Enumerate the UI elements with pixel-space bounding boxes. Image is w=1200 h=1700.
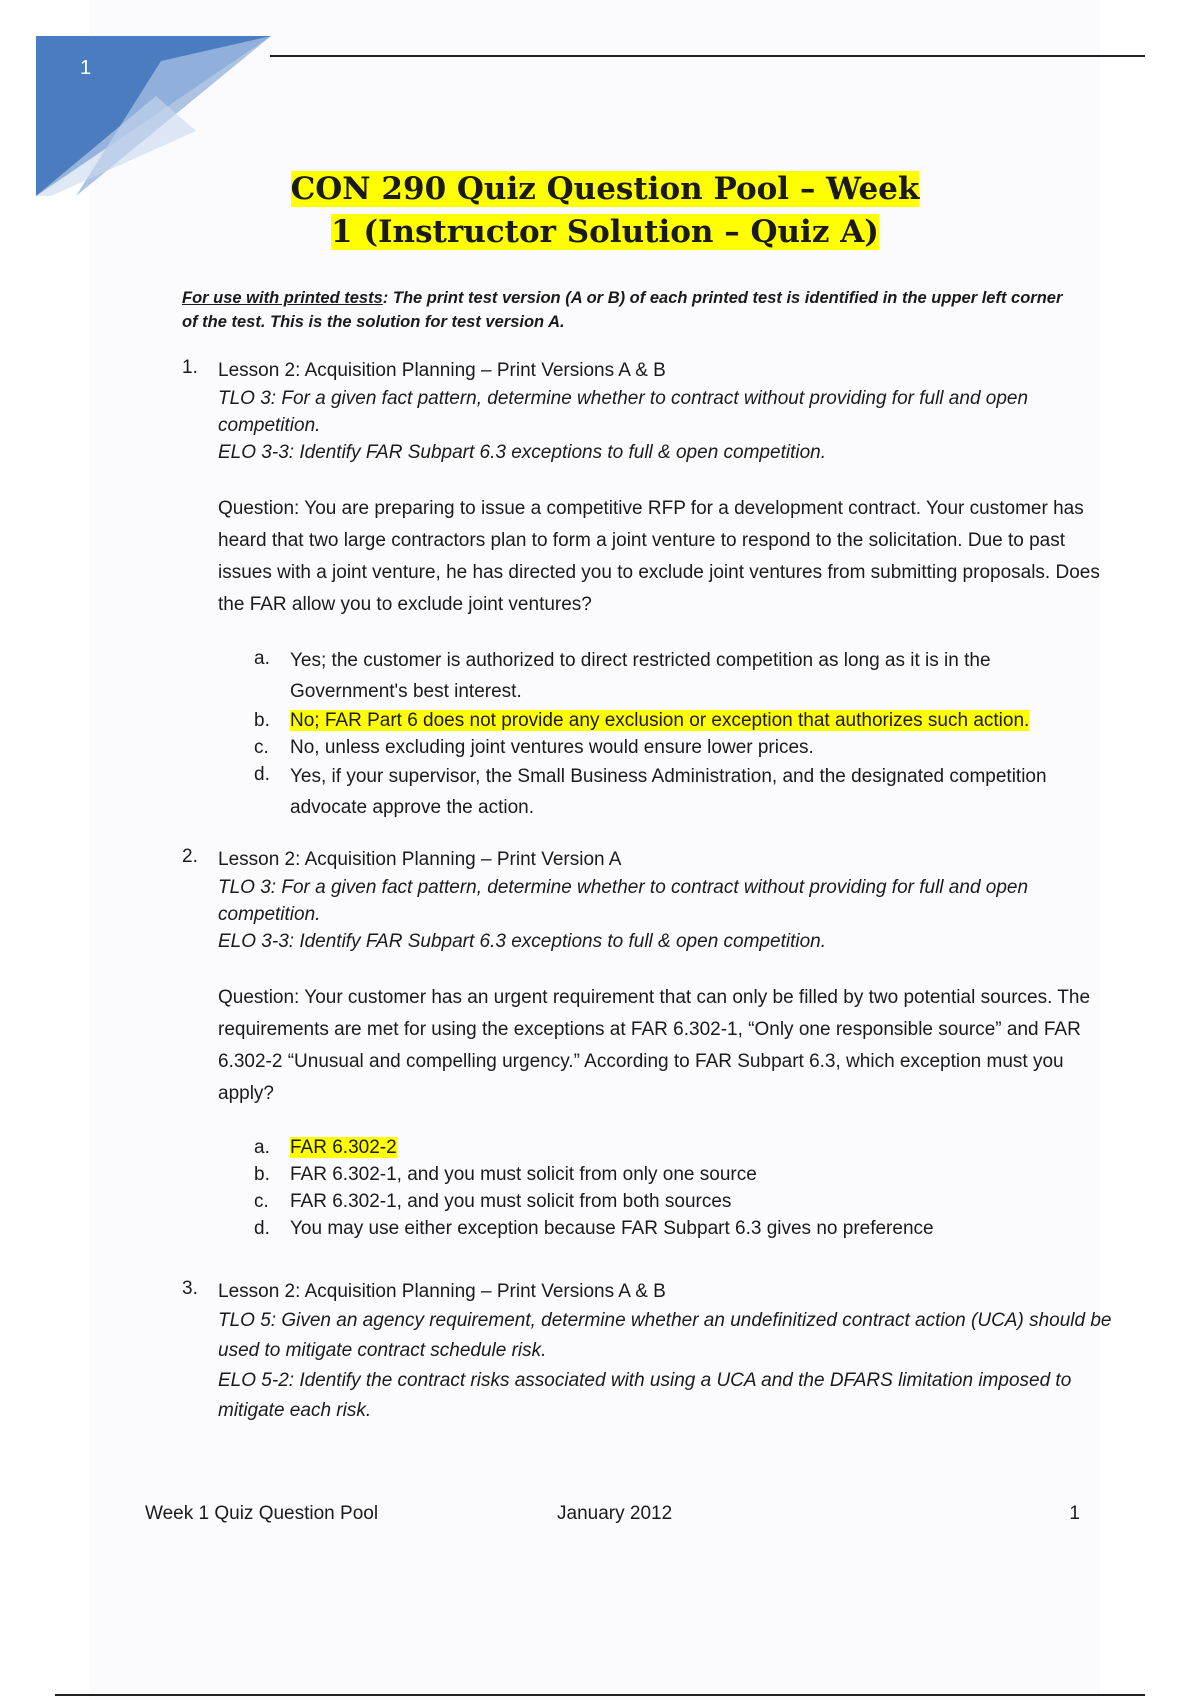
question-lesson: Lesson 2: Acquisition Planning – Print Versions A & B (218, 360, 666, 381)
question-tlo: TLO 3: For a given fact pattern, determine whether to contract without providing for full and open competition. (218, 388, 1029, 436)
answer-choice (254, 1188, 1112, 1215)
choice-text: Yes, if your supervisor, the Small Business Administration, and the designated competition advocate approve the action. (290, 766, 1047, 818)
footer-rule (55, 1694, 1145, 1696)
choice-text-highlighted: No; FAR Part 6 does not provide any exclusion or exception that authorizes such action. (290, 710, 1030, 731)
question-tlo: TLO 5: Given an agency requirement, determine whether an undefinitized contract action (UCA) should be used to mitigate contract schedule risk. (218, 1310, 1112, 1361)
answer-choices (254, 645, 1112, 823)
question-item (182, 846, 1112, 1242)
question-number: 1. (182, 357, 198, 378)
choice-letter: a. (254, 1137, 270, 1158)
footer-date: January 2012 (557, 1503, 673, 1524)
choice-letter: d. (254, 1218, 270, 1239)
question-lesson: Lesson 2: Acquisition Planning – Print Versions A & B (218, 1281, 666, 1302)
footer-page-number: 1 (1069, 1503, 1080, 1524)
title-line-2: 1 (Instructor Solution – Quiz A) (331, 214, 879, 250)
choice-letter: c. (254, 1191, 269, 1212)
question-text: Question: You are preparing to issue a competitive RFP for a development contract. Your customer has heard that two large contractors plan to form a joint venture to respond to the solicitation. Due to past issues with a joint venture, he has directed you to exclude joint ventures from submitting proposals. Does the FAR allow you to exclude joint ventures? (218, 498, 1100, 615)
question-tlo: TLO 3: For a given fact pattern, determine whether to contract without providing for full and open competition. (218, 877, 1029, 925)
print-note-text: : The print test version (A or B) of each printed test is identified in the upper left corner of the test. This is the solution for test version A. (182, 289, 1063, 331)
page-title (150, 168, 1060, 254)
answer-choice-correct (254, 707, 1112, 734)
choice-text-highlighted: FAR 6.302-2 (290, 1137, 397, 1158)
choice-text: Yes; the customer is authorized to direct restricted competition as long as it is in the Government's best interest. (290, 650, 991, 702)
question-lesson: Lesson 2: Acquisition Planning – Print Version A (218, 849, 622, 870)
print-note (182, 286, 1082, 334)
question-elo: ELO 5-2: Identify the contract risks associated with using a UCA and the DFARS limitation imposed to mitigate each risk. (218, 1370, 1072, 1421)
choice-letter: a. (254, 648, 270, 669)
answer-choice (254, 734, 1112, 761)
choice-text: FAR 6.302-1, and you must solicit from both sources (290, 1191, 732, 1212)
answer-choice (254, 761, 1112, 823)
question-text: Question: Your customer has an urgent requirement that can only be filled by two potential sources. The requirements are met for using the exceptions at FAR 6.302-1, “Only one responsible source” and FAR 6.302-2 “Unusual and compelling urgency.” According to FAR Subpart 6.3, which exception must you apply? (218, 987, 1091, 1104)
answer-choice (254, 1215, 1112, 1242)
answer-choices (254, 1134, 1112, 1242)
footer-title: Week 1 Quiz Question Pool (145, 1503, 379, 1524)
header-rule (270, 55, 1145, 57)
answer-choice (254, 1161, 1112, 1188)
question-number: 3. (182, 1278, 198, 1299)
question-item (182, 357, 1112, 823)
choice-letter: b. (254, 710, 270, 731)
choice-letter: b. (254, 1164, 270, 1185)
question-elo: ELO 3-3: Identify FAR Subpart 6.3 exceptions to full & open competition. (218, 931, 826, 952)
answer-choice (254, 645, 1112, 707)
choice-text: You may use either exception because FAR Subpart 6.3 gives no preference (290, 1218, 934, 1239)
choice-letter: d. (254, 764, 270, 785)
question-number: 2. (182, 846, 198, 867)
question-item (182, 1278, 1112, 1426)
answer-choice-correct (254, 1134, 1112, 1161)
choice-text: No, unless excluding joint ventures would ensure lower prices. (290, 737, 814, 758)
question-elo: ELO 3-3: Identify FAR Subpart 6.3 exceptions to full & open competition. (218, 442, 826, 463)
print-note-label: For use with printed tests (182, 289, 383, 307)
title-line-1: CON 290 Quiz Question Pool – Week (290, 171, 920, 207)
page-corner-number: 1 (80, 57, 92, 79)
choice-letter: c. (254, 737, 269, 758)
choice-text: FAR 6.302-1, and you must solicit from only one source (290, 1164, 757, 1185)
